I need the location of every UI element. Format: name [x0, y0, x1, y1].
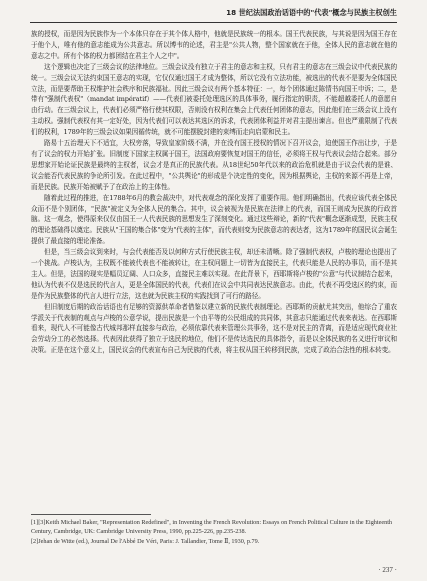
- header-rule: [30, 22, 397, 23]
- footnotes: [31, 518, 397, 547]
- paragraph: 但旧制度后期的政治话语也有足够的资源供革命者借鉴以建立新的民族代表制理论。西耶斯的贡献尤其突出，他综合了重农学派关于代表制的观点与卢梭的公意学说，提出民族是一个由平等的公民组成的共同体，其意志只能通过代表来表达。在西耶斯看来，现代人不可能像古代城邦那样直接参与政治，必须依靠代表来管理公共事务，这不是对民主的背离，而是适应现代商业社会劳动分工的必然选择。代表因此获得了独立于选民的地位，他们不是传达选民的具体指令，而是以全体民族的名义进行审议和决策。正是在这个意义上，国民议会的代表宣布自己为民族的代表，将主权从国王转移到民族，完成了政治合法性的根本转变。: [31, 302, 397, 355]
- footnote-rule: [31, 514, 151, 515]
- paragraph: 随着此过程的推进，在1788年6月的教会裁决中，对代表观念的深化发挥了重要作用。他们明确指出，代表应该代表全体民众而不是个别团体，"民族"被定义为全体人民的集合。其中，议会被视为是民族在法律上的代表，而国王则成为民族的行政首脑。这一观念，使得原来仅仅由国王一人代表民族的思想发生了深刻变化。通过这些辩论，新的"代表"概念逐渐成型，民族主权的理论基础得以奠定。民族从"王国的集合体"变为"代表的主体"，而代表则变为民族意志的表达者，这为1789年的国民议会诞生提供了最直接的理论准备。: [31, 193, 397, 246]
- paragraph: 但是，当三级会议到来时，与会代表能否及以何种方式行使民族主权，却还未清晰。除了强制代表权，卢梭的理论也提出了一个挑战。卢梭认为，主权既不能被代表也不能被转让，在主权问题上一切皆为直接民主，代表只能是人民的办事员，而不是其主人。但是，法国的现实是幅员辽阔、人口众多，直接民主难以实现。在此背景下，西耶斯将卢梭的"公意"与代议制结合起来，他认为代表不仅是选民的代言人，更是全体国民的代表，代表们在议会中共同表达民族意志。由此，代表不再受选区的约束，而是作为民族整体的代言人进行立法，这也就为民族主权的实践找到了可行的路径。: [31, 248, 397, 300]
- page-number: · 237 ·: [378, 566, 397, 574]
- paragraph: 这个逻辑也决定了三级会议的法律地位。三级会议没有独立于君主的意志和主权，只有君主的意志在三级会议中代表民族的统一。三级会议无法约束国王意志的实现，它仅仅通过国王才成为整体，所以它没有立法功能，被选出的代表不是要为全体国民立法，而是要帮助王权维护社会秩序和民族福祉。因此三级会议有两个基本特征：一，每个团体通过陈情书向国王申诉；二，是带有"强制代表权"（mandat impératif）——代表们被委托处理选区的具体事务，履行指定的职责，不能超越委托人的意愿自由行动。在三级会议上，代表们必须严格行使其权限，否则没有权利在集会上代表任何团体的意志，因此他们在三级会议上没有主动权。强制代表权有其一定好处，因为代表们可以表达其选区的诉求，代表团体利益并对君主提出谏言。但也严重限制了代表们的权利，1789年的三级会议如果因循传统，就不可能摆脱封建的束缚而走向启蒙和民主。: [31, 62, 397, 137]
- running-header: 18 世纪法国政治话语中的"代表"概念与民族主权创生: [226, 8, 397, 17]
- body-text: [31, 29, 397, 356]
- footnote: [2]Jehan de Witte (ed.), Journal De l'Abbé De Véri, Paris: J. Tallandier, Tome Ⅱ, 1930, p.79.: [31, 538, 260, 545]
- footnote: [1][3]Keith Michael Baker, "Representation Redefined", in Inventing the French Revolution: Essays on French Political Culture in the Eighteenth Century, Cambridge, UK: Cambridge University Press, 1990, pp.225-226, pp.235-238.: [31, 519, 393, 535]
- paragraph: 路易十五治理天下不适宜，大权旁落，导致皇家阶级不满，并在没有国王授权的情况下召开议会，迫使国王作出让步，于是有了议会的权力开始扩张。旧制度下国家主权属于国王，法国政府要恢复对国王的信任，必须将王权与代表议会结合起来。部分思想家开始论证民族是最终的主权者，议会才是真正的民族代表。从18世纪50年代以来的政治危机就是由于议会代表的是谁、议会能否代表民族的争论所引发。在此过程中，"公共舆论"的形成是个决定性的变化，因为根据舆论，主权的来源不再是上帝，而是民族。民族开始被赋予了在政治上的主体性。: [31, 139, 397, 191]
- paragraph: 族的授权，而是因为民族作为一个本体只存在于其个体人格中，他就是民族统一的根本。国王代表民族，与其说是因为国王存在于他个人，唯有他的意志能成为公共意志。所以博韦的论述，君主是"公共人物，整个国家就在于他，全体人民的意志就在他的意志之中。所有个体的权力都团结在君主个人之中"。: [31, 30, 397, 60]
